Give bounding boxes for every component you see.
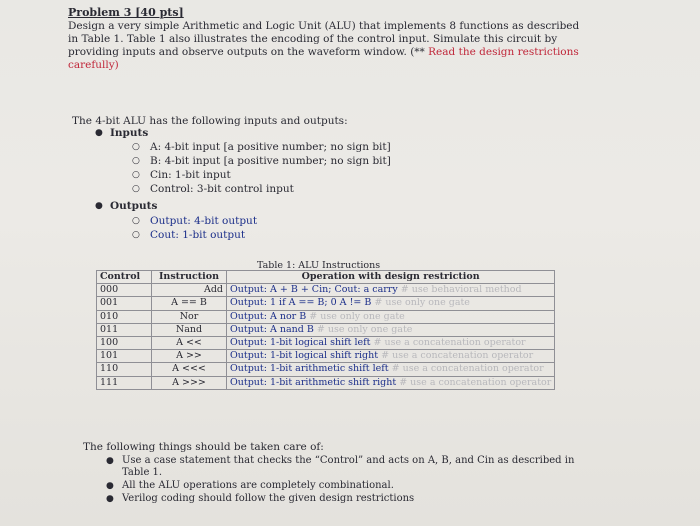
cell-control: 011 [97,323,152,336]
table-row [97,363,555,376]
table-row [97,284,555,297]
cell-instruction: Nor [152,310,227,323]
cell-control: 010 [97,310,152,323]
output-cout: Cout: 1-bit output [150,229,246,241]
intro-line-4: carefully) [68,59,119,71]
cell-operation [227,297,555,310]
operation-text: Output: 1 if A == B; 0 A != B [230,297,372,309]
cell-operation [227,284,555,297]
cell-control: 001 [97,297,152,310]
operation-text: Output: 1-bit logical shift right [230,350,379,362]
intro-line-3 [68,46,579,58]
bullet-icon: ● [95,201,103,211]
cell-operation [227,350,555,363]
header-operation: Operation with design restriction [227,271,555,284]
io-heading: The 4-bit ALU has the following inputs and outputs: [72,115,348,127]
cell-control: 110 [97,363,152,376]
input-a: A: 4-bit input [a positive number; no sign bit] [150,141,391,153]
bullet-icon: ● [106,494,114,504]
footer-item-1: Use a case statement that checks the “Control” and acts on A, B, and Cin as described in [122,455,575,466]
cell-operation [227,310,555,323]
circle-bullet-icon: ○ [132,156,140,166]
input-control: Control: 3-bit control input [150,183,294,195]
intro-line-2: in Table 1. Table 1 also illustrates the encoding of the control input. Simulate this circuit by [68,33,558,45]
header-instruction: Instruction [152,271,227,284]
cell-control: 111 [97,376,152,389]
footer-item-2: All the ALU operations are completely combinational. [122,480,394,491]
footer-heading: The following things should be taken care of: [83,441,324,453]
input-cin: Cin: 1-bit input [150,169,231,181]
cell-instruction: A << [152,336,227,349]
table-row [97,336,555,349]
restriction-note: # use a concatenation operator [373,337,526,349]
circle-bullet-icon: ○ [132,216,140,226]
table-row [97,310,555,323]
cell-operation [227,376,555,389]
circle-bullet-icon: ○ [132,230,140,240]
restriction-note: # use a concatenation operator [399,376,552,388]
operation-text: Output: A nand B [230,323,314,335]
cell-operation [227,363,555,376]
table-header-row [97,271,555,284]
input-b: B: 4-bit input [a positive number; no sign bit] [150,155,391,167]
restriction-note: # use a concatenation operator [381,350,534,362]
cell-instruction: Nand [152,323,227,336]
table-row [97,376,555,389]
restriction-note: # use behavioral method [400,284,522,296]
cell-instruction: A >> [152,350,227,363]
restriction-note: # use a concatenation operator [391,363,544,375]
intro-line-1: Design a very simple Arithmetic and Logic Unit (ALU) that implements 8 functions as described [68,20,580,32]
table-row [97,350,555,363]
table-row [97,323,555,336]
footer-item-1-cont: Table 1. [122,467,163,478]
operation-text: Output: A nor B [230,310,307,322]
problem-title: Problem 3 [40 pts] [68,6,184,19]
cell-control: 000 [97,284,152,297]
cell-control: 100 [97,336,152,349]
circle-bullet-icon: ○ [132,142,140,152]
outputs-label: Outputs [110,200,158,212]
cell-instruction: A == B [152,297,227,310]
table-row [97,297,555,310]
circle-bullet-icon: ○ [132,184,140,194]
restriction-note: # use only one gate [309,310,405,322]
alu-instructions-table [96,270,555,390]
table-title: Table 1: ALU Instructions [257,260,381,271]
cell-instruction: A <<< [152,363,227,376]
output-output: Output: 4-bit output [150,215,258,227]
operation-text: Output: 1-bit arithmetic shift right [230,376,397,388]
bullet-icon: ● [106,456,114,466]
cell-operation [227,336,555,349]
design-restrictions-note: Read the design restrictions [428,46,579,58]
inputs-label: Inputs [110,127,149,139]
cell-operation [227,323,555,336]
cell-control: 101 [97,350,152,363]
footer-item-3: Verilog coding should follow the given design restrictions [122,493,415,504]
bullet-icon: ● [106,481,114,491]
operation-text: Output: A + B + Cin; Cout: a carry [230,284,398,296]
circle-bullet-icon: ○ [132,170,140,180]
cell-instruction: Add [152,284,227,297]
bullet-icon: ● [95,128,103,138]
restriction-note: # use only one gate [374,297,470,309]
header-control: Control [97,271,152,284]
intro-line-3-text: providing inputs and observe outputs on the waveform window. (** [68,46,425,58]
operation-text: Output: 1-bit logical shift left [230,337,371,349]
cell-instruction: A >>> [152,376,227,389]
operation-text: Output: 1-bit arithmetic shift left [230,363,389,375]
restriction-note: # use only one gate [316,323,413,335]
